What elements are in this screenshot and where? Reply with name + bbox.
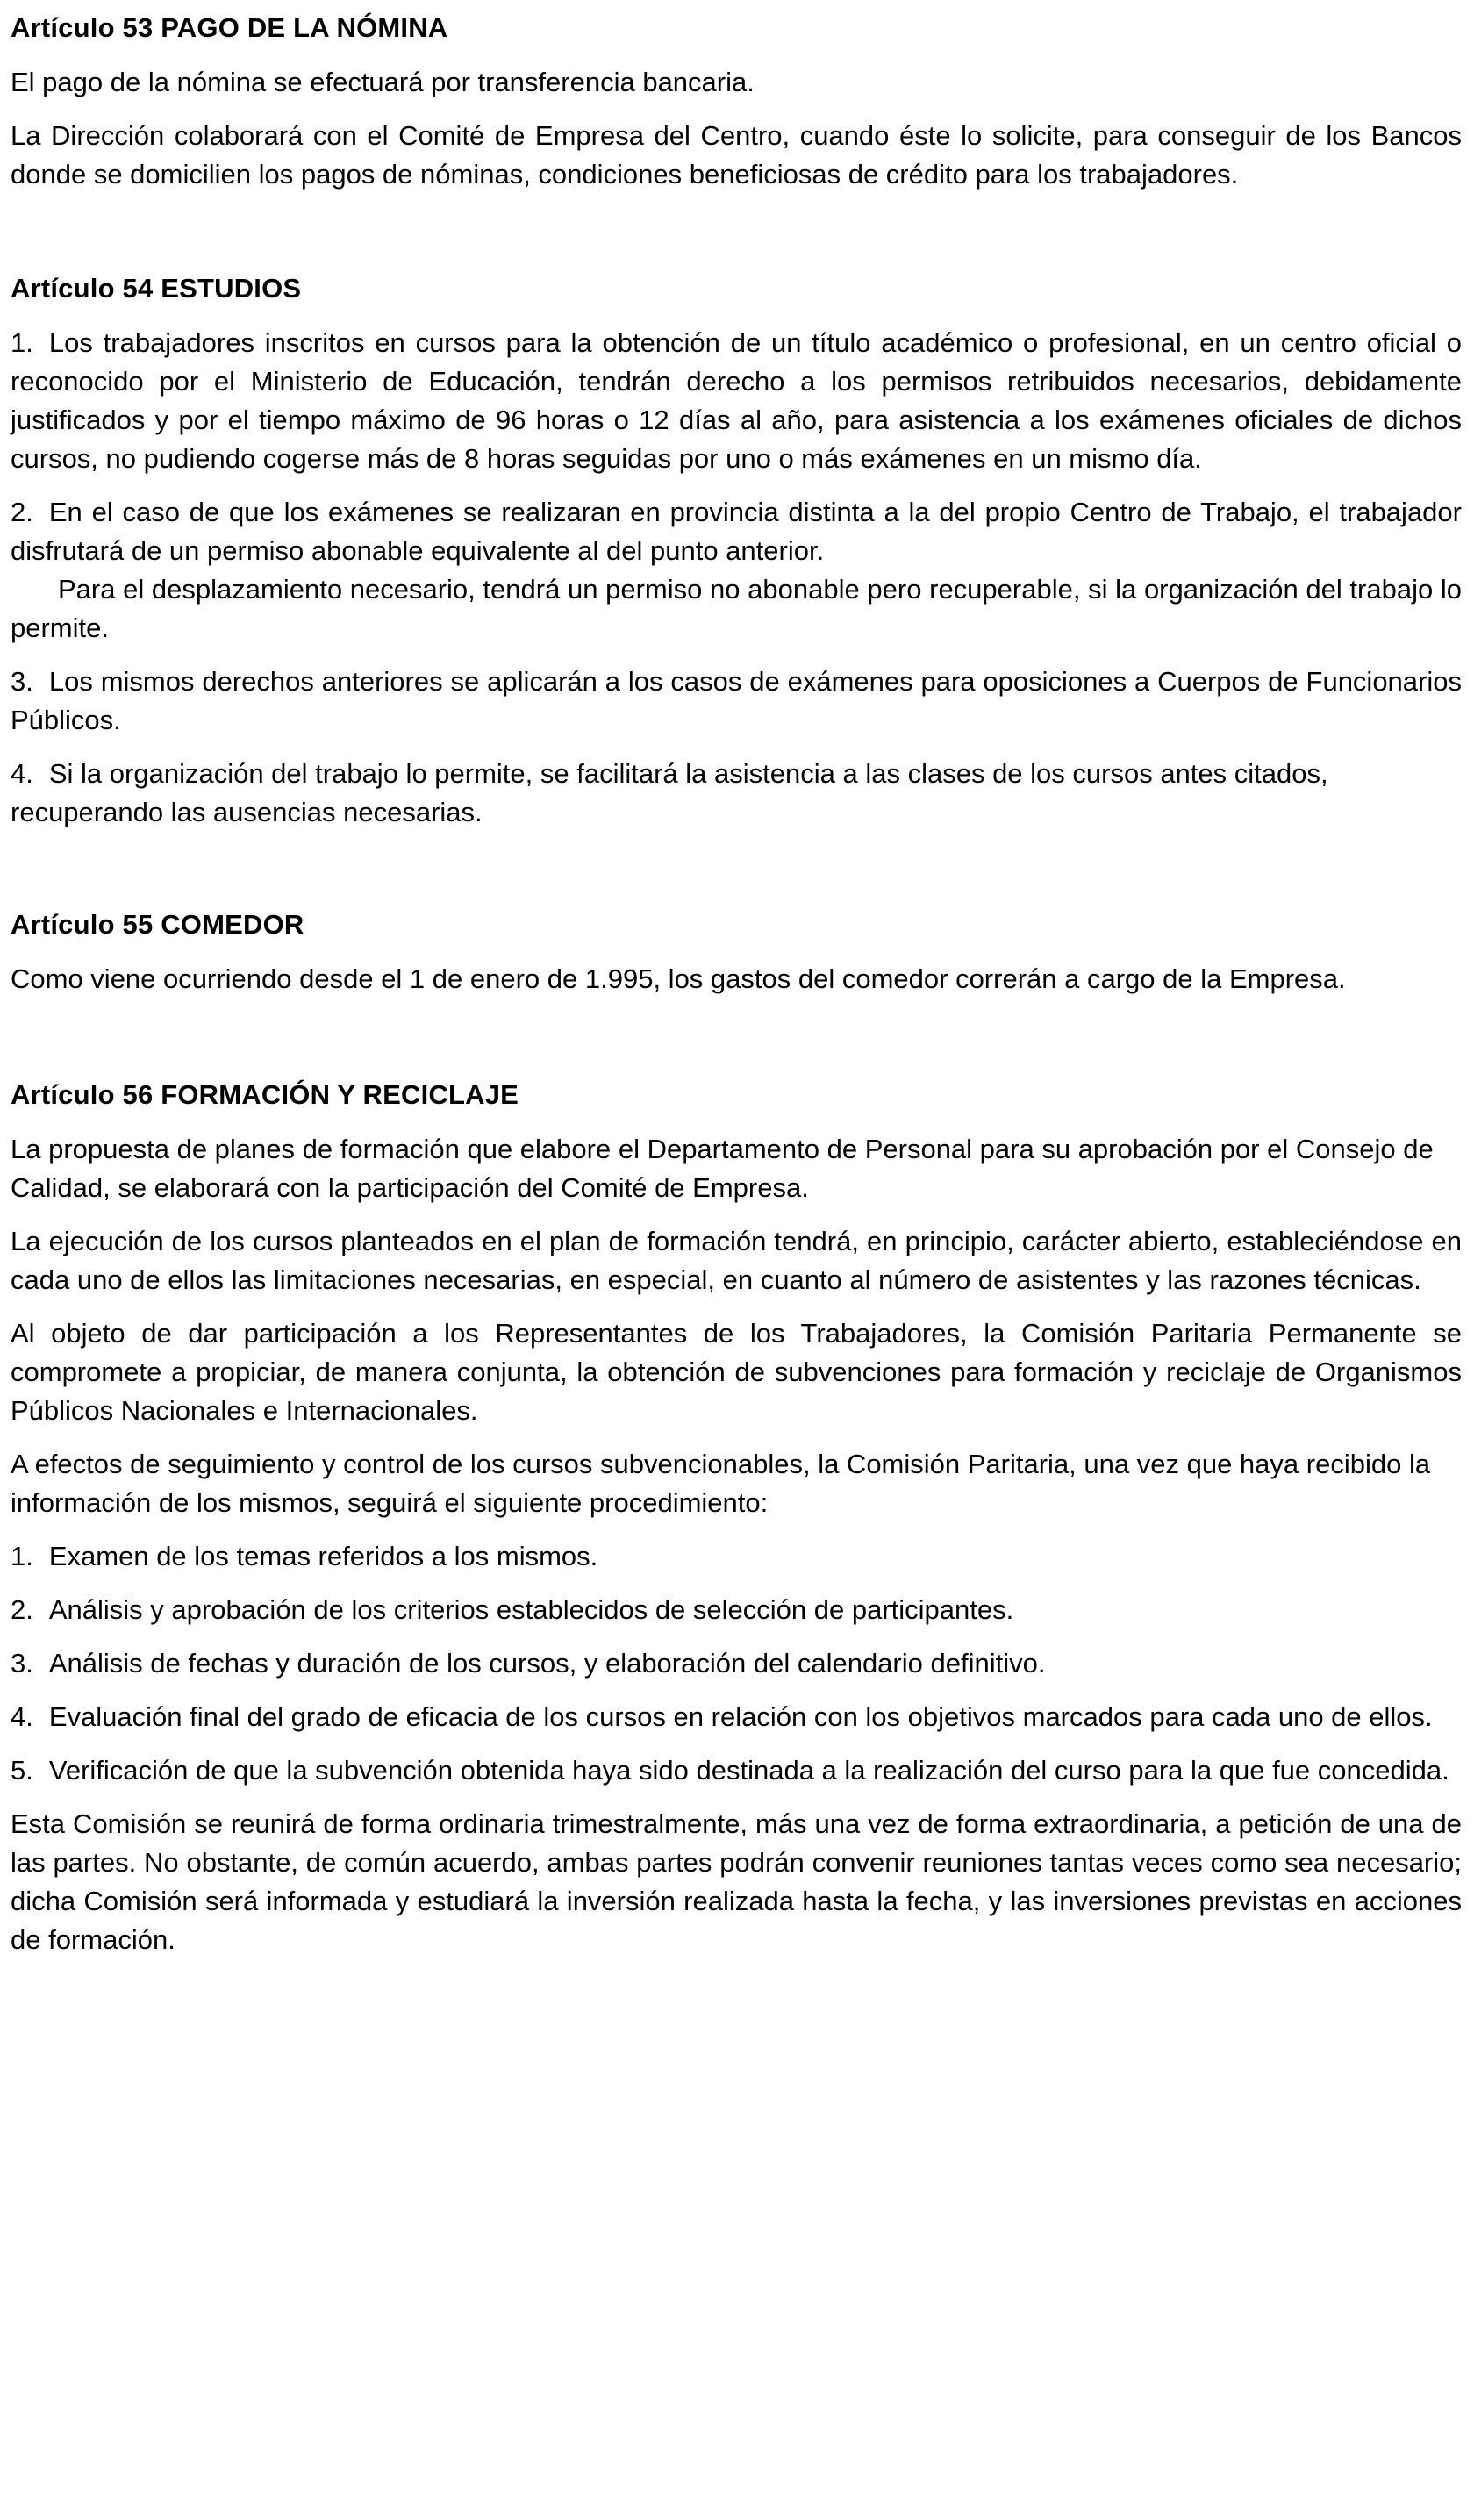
article-56-item-2	[11, 1591, 1462, 1629]
list-number: 1.	[11, 1541, 33, 1571]
article-54-item-1	[11, 324, 1462, 478]
article-54-item-2	[11, 493, 1462, 648]
article-56	[11, 1076, 1462, 1959]
article-56-paragraph-1: La propuesta de planes de formación que elabore el Departamento de Personal para su aprobación por el Consejo de Calidad, se elaborará con la participación del Comité de Empresa.	[11, 1134, 1434, 1203]
article-54	[11, 269, 1462, 832]
list-item-text: En el caso de que los exámenes se realizaran en provincia distinta a la del propio Centro de Trabajo, el trabajador disfrutará de un permiso abonable equivalente al del punto anterior.	[11, 497, 1462, 566]
list-item-text: Evaluación final del grado de eficacia de los cursos en relación con los objetivos marcados para cada uno de ellos.	[48, 1701, 1433, 1732]
article-56-item-4	[11, 1698, 1462, 1736]
article-56-paragraph-2: La ejecución de los cursos planteados en el plan de formación tendrá, en principio, carácter abierto, estableciéndose en cada uno de ellos las limitaciones necesarias, en especial, en cuanto al número de asistentes y las razones técnicas.	[11, 1226, 1462, 1295]
article-56-title: Artículo 56 FORMACIÓN Y RECICLAJE	[11, 1079, 519, 1110]
list-number: 2.	[11, 1594, 33, 1625]
list-number: 1.	[11, 327, 33, 358]
article-53-title: Artículo 53 PAGO DE LA NÓMINA	[11, 12, 448, 43]
article-54-item-4	[11, 755, 1462, 832]
article-55-title: Artículo 55 COMEDOR	[11, 909, 304, 940]
article-55-paragraph-1: Como viene ocurriendo desde el 1 de enero de 1.995, los gastos del comedor correrán a cargo de la Empresa.	[11, 963, 1346, 994]
article-56-item-5	[11, 1751, 1462, 1790]
article-55	[11, 906, 1462, 999]
article-56-closing-paragraph: Esta Comisión se reunirá de forma ordinaria trimestralmente, más una vez de forma extraordinaria, a petición de una de las partes. No obstante, de común acuerdo, ambas partes podrán convenir reuniones tantas veces como sea necesario; dicha Comisión será informada y estudiará la inversión realizada hasta la fecha, y las inversiones previstas en acciones de formación.	[11, 1808, 1462, 1955]
list-number: 5.	[11, 1755, 33, 1786]
list-number: 3.	[11, 1648, 33, 1679]
article-53	[11, 9, 1462, 194]
list-item-text: Análisis y aprobación de los criterios establecidos de selección de participantes.	[48, 1594, 1014, 1625]
article-56-paragraph-4: A efectos de seguimiento y control de los cursos subvencionables, la Comisión Paritaria, una vez que haya recibido la información de los mismos, seguirá el siguiente procedimiento:	[11, 1449, 1431, 1518]
list-item-text: Análisis de fechas y duración de los cursos, y elaboración del calendario definitivo.	[48, 1648, 1046, 1679]
article-54-title: Artículo 54 ESTUDIOS	[11, 273, 302, 304]
list-item-text: Los mismos derechos anteriores se aplicarán a los casos de exámenes para oposiciones a Cuerpos de Funcionarios Públicos.	[11, 666, 1462, 735]
list-item-text: Examen de los temas referidos a los mismos.	[48, 1541, 598, 1571]
list-item-text: Verificación de que la subvención obtenida haya sido destinada a la realización del curso para la que fue concedida.	[48, 1755, 1449, 1786]
document-page	[11, 9, 1462, 1974]
list-number: 4.	[11, 1701, 33, 1732]
article-56-item-3	[11, 1644, 1462, 1683]
list-number: 2.	[11, 497, 33, 527]
list-number: 3.	[11, 666, 33, 697]
list-item-text-continued: Para el desplazamiento necesario, tendrá un permiso no abonable pero recuperable, si la organización del trabajo lo permite.	[11, 574, 1462, 643]
article-53-paragraph-2: La Dirección colaborará con el Comité de Empresa del Centro, cuando éste lo solicite, para conseguir de los Bancos donde se domicilien los pagos de nóminas, condiciones beneficiosas de crédito para los trabajadores.	[11, 120, 1462, 190]
list-item-text: Si la organización del trabajo lo permite, se facilitará la asistencia a las clases de los cursos antes citados, recuperando las ausencias necesarias.	[11, 758, 1328, 827]
list-item-text: Los trabajadores inscritos en cursos para la obtención de un título académico o profesional, en un centro oficial o reconocido por el Ministerio de Educación, tendrán derecho a los permisos retribuidos necesarios, debidamente justificados y por el tiempo máximo de 96 horas o 12 días al año, para asistencia a los exámenes oficiales de dichos cursos, no pudiendo cogerse más de 8 horas seguidas por uno o más exámenes en un mismo día.	[11, 327, 1462, 474]
article-56-item-1	[11, 1537, 1462, 1576]
article-54-item-3	[11, 662, 1462, 740]
list-number: 4.	[11, 758, 33, 789]
article-56-paragraph-3: Al objeto de dar participación a los Representantes de los Trabajadores, la Comisión Paritaria Permanente se compromete a propiciar, de manera conjunta, la obtención de subvenciones para formación y reciclaje de Organismos Públicos Nacionales e Internacionales.	[11, 1318, 1462, 1426]
article-53-paragraph-1: El pago de la nómina se efectuará por transferencia bancaria.	[11, 67, 755, 97]
